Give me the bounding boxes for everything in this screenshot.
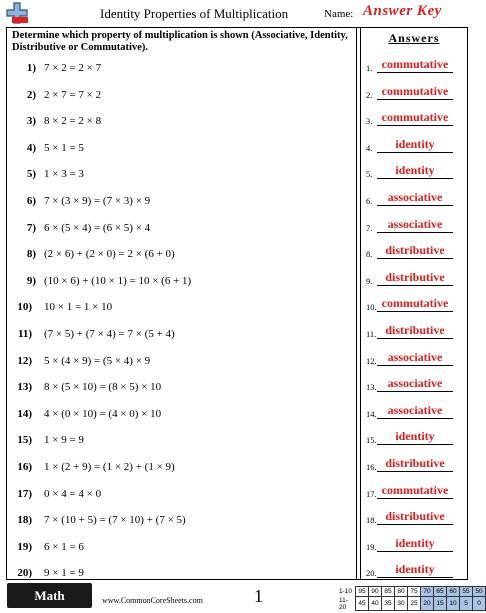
question-text: 4 × (0 × 10) = (4 × 0) × 10 bbox=[44, 407, 162, 420]
answer-blank-line bbox=[377, 418, 453, 419]
answer-text: associative bbox=[387, 190, 443, 204]
answer-key-label: Answer Key bbox=[363, 3, 442, 19]
question-number: 9) bbox=[26, 274, 36, 287]
answer-number: 11. bbox=[366, 329, 377, 339]
score-cell: 45 bbox=[356, 597, 369, 611]
question-text: 5 × (4 × 9) = (5 × 4) × 9 bbox=[44, 354, 151, 367]
score-cell: 80 bbox=[395, 587, 408, 597]
question-number: 3) bbox=[26, 115, 36, 128]
answer-blank-line bbox=[377, 498, 453, 499]
question-number: 12) bbox=[17, 354, 32, 367]
score-row bbox=[338, 597, 486, 611]
question-text: (7 × 5) + (7 × 4) = 7 × (5 + 4) bbox=[44, 328, 175, 340]
answer-number: 2. bbox=[366, 89, 373, 100]
score-cell: 0 bbox=[473, 597, 486, 611]
question-number: 10) bbox=[17, 301, 32, 314]
question-text: 7 × 2 = 2 × 7 bbox=[44, 62, 102, 74]
score-row-label: 11-20 bbox=[339, 596, 348, 611]
question-text: 8 × 2 = 2 × 8 bbox=[44, 115, 102, 128]
answer-blank-line bbox=[377, 577, 453, 578]
score-cell: 65 bbox=[434, 587, 447, 597]
answer-blank-line bbox=[377, 471, 453, 472]
answer-text: identity bbox=[395, 535, 435, 550]
score-cell: 55 bbox=[460, 587, 473, 597]
answer-number: 10. bbox=[366, 302, 377, 313]
score-cell: 15 bbox=[434, 597, 447, 611]
question-text: 7 × (10 + 5) = (7 × 10) + (7 × 5) bbox=[44, 514, 186, 527]
score-cell: 75 bbox=[408, 587, 421, 597]
answer-number: 1. bbox=[366, 63, 373, 73]
answer-blank-line bbox=[377, 524, 453, 525]
score-table bbox=[338, 586, 486, 611]
answer-number: 15. bbox=[366, 435, 377, 446]
question-text: (2 × 6) + (2 × 0) = 2 × (6 + 0) bbox=[44, 248, 175, 261]
question-text: 6 × (5 × 4) = (6 × 5) × 4 bbox=[44, 221, 151, 234]
answer-blank-line bbox=[377, 258, 453, 259]
answer-text: commutative bbox=[381, 110, 449, 125]
instructions: Determine which property of multiplication is shown (Associative, Identity, Distributive or Commutative). bbox=[12, 30, 348, 53]
answer-number: 20. bbox=[366, 568, 377, 579]
answer-text: identity bbox=[395, 163, 435, 178]
answer-text: commutative bbox=[381, 57, 449, 71]
name-label: Name: bbox=[324, 8, 354, 20]
answer-text: commutative bbox=[381, 482, 449, 497]
answer-blank-line bbox=[377, 99, 453, 100]
answer-blank-line bbox=[377, 72, 453, 73]
answer-blank-line bbox=[377, 338, 453, 339]
question-text: 9 × 1 = 9 bbox=[44, 567, 84, 580]
question-number: 16) bbox=[17, 461, 32, 473]
question-text: 7 × (3 × 9) = (7 × 3) × 9 bbox=[44, 195, 151, 207]
answer-number: 7. bbox=[366, 222, 373, 233]
question-number: 5) bbox=[26, 168, 36, 181]
answer-text: associative bbox=[387, 402, 443, 417]
answer-blank-line bbox=[377, 152, 453, 153]
question-number: 17) bbox=[17, 487, 32, 500]
score-cell: 50 bbox=[473, 587, 486, 597]
answer-text: identity bbox=[395, 136, 435, 151]
column-divider bbox=[356, 27, 361, 580]
subject-badge bbox=[7, 583, 92, 608]
answer-blank-line bbox=[377, 205, 453, 206]
score-cell: 35 bbox=[382, 597, 395, 611]
question-text: 8 × (5 × 10) = (8 × 5) × 10 bbox=[44, 381, 162, 394]
question-text: (10 × 6) + (10 × 1) = 10 × (6 + 1) bbox=[44, 274, 192, 287]
site-url: www.CommonCoreSheets.com bbox=[102, 596, 203, 605]
score-row-label: 1-10 bbox=[339, 588, 353, 595]
answer-blank-line bbox=[377, 285, 453, 286]
score-cell: 70 bbox=[421, 587, 434, 597]
answer-blank-line bbox=[377, 551, 453, 552]
answer-number: 16. bbox=[366, 462, 377, 472]
question-number: 7) bbox=[26, 221, 36, 234]
answer-text: associative bbox=[387, 349, 443, 364]
page-title: Identity Properties of Multiplication bbox=[100, 6, 289, 21]
answer-number: 9. bbox=[366, 275, 373, 286]
answer-blank-line bbox=[377, 311, 453, 312]
question-text: 2 × 7 = 7 × 2 bbox=[44, 88, 102, 101]
question-text: 0 × 4 = 4 × 0 bbox=[44, 487, 102, 500]
answer-text: distributive bbox=[385, 323, 445, 337]
question-number: 18) bbox=[17, 514, 32, 527]
question-number: 11) bbox=[17, 328, 32, 340]
answer-text: distributive bbox=[385, 269, 445, 284]
answer-number: 8. bbox=[366, 249, 373, 260]
answer-text: distributive bbox=[385, 509, 445, 524]
page-number: 1 bbox=[254, 586, 263, 606]
answer-blank-line bbox=[377, 365, 453, 366]
answer-number: 6. bbox=[366, 196, 373, 206]
answer-text: distributive bbox=[385, 456, 445, 470]
score-cell: 20 bbox=[421, 597, 434, 611]
question-number: 13) bbox=[17, 381, 32, 394]
answer-number: 3. bbox=[366, 116, 373, 127]
question-text: 1 × (2 + 9) = (1 × 2) + (1 × 9) bbox=[44, 461, 175, 473]
question-number: 4) bbox=[26, 141, 36, 154]
answer-text: commutative bbox=[381, 296, 449, 311]
answer-blank-line bbox=[377, 232, 453, 233]
answer-blank-line bbox=[377, 391, 453, 392]
answer-text: identity bbox=[395, 429, 435, 444]
answer-text: distributive bbox=[385, 243, 445, 258]
answer-text: associative bbox=[387, 216, 443, 231]
score-cell: 25 bbox=[408, 597, 421, 611]
answer-text: identity bbox=[395, 562, 435, 577]
question-number: 2) bbox=[26, 88, 36, 101]
answers-header: Answers bbox=[388, 31, 440, 45]
question-number: 15) bbox=[17, 434, 32, 447]
answer-text: commutative bbox=[381, 83, 449, 98]
score-cell: 40 bbox=[369, 597, 382, 611]
question-number: 20) bbox=[17, 567, 32, 580]
answer-number: 17. bbox=[366, 488, 377, 499]
answer-number: 5. bbox=[366, 169, 373, 180]
score-cell: 60 bbox=[447, 587, 460, 597]
answer-blank-line bbox=[377, 444, 453, 445]
score-cell: 85 bbox=[382, 587, 395, 597]
question-text: 1 × 9 = 9 bbox=[44, 434, 84, 447]
score-cell: 5 bbox=[460, 597, 473, 611]
answer-text: associative bbox=[387, 376, 443, 391]
question-text: 1 × 3 = 3 bbox=[44, 168, 84, 181]
question-text: 10 × 1 = 1 × 10 bbox=[44, 301, 113, 314]
question-number: 8) bbox=[26, 248, 36, 261]
question-number: 1) bbox=[26, 62, 36, 74]
question-text: 6 × 1 = 6 bbox=[44, 540, 84, 553]
answer-number: 12. bbox=[366, 355, 377, 366]
answer-blank-line bbox=[377, 125, 453, 126]
answer-number: 13. bbox=[366, 382, 377, 393]
question-number: 19) bbox=[17, 540, 32, 553]
score-cell: 95 bbox=[356, 587, 369, 597]
subject-label: Math bbox=[34, 588, 65, 603]
answer-number: 18. bbox=[366, 515, 377, 526]
question-number: 6) bbox=[26, 195, 36, 207]
minus-bar-icon bbox=[12, 17, 28, 23]
question-text: 5 × 1 = 5 bbox=[44, 141, 84, 154]
score-row bbox=[338, 587, 486, 597]
score-cell: 10 bbox=[447, 597, 460, 611]
score-cell: 90 bbox=[369, 587, 382, 597]
answer-number: 14. bbox=[366, 408, 377, 419]
answer-blank-line bbox=[377, 178, 453, 179]
score-cell: 30 bbox=[395, 597, 408, 611]
answer-number: 4. bbox=[366, 142, 373, 153]
question-number: 14) bbox=[17, 407, 32, 420]
answer-number: 19. bbox=[366, 541, 377, 552]
